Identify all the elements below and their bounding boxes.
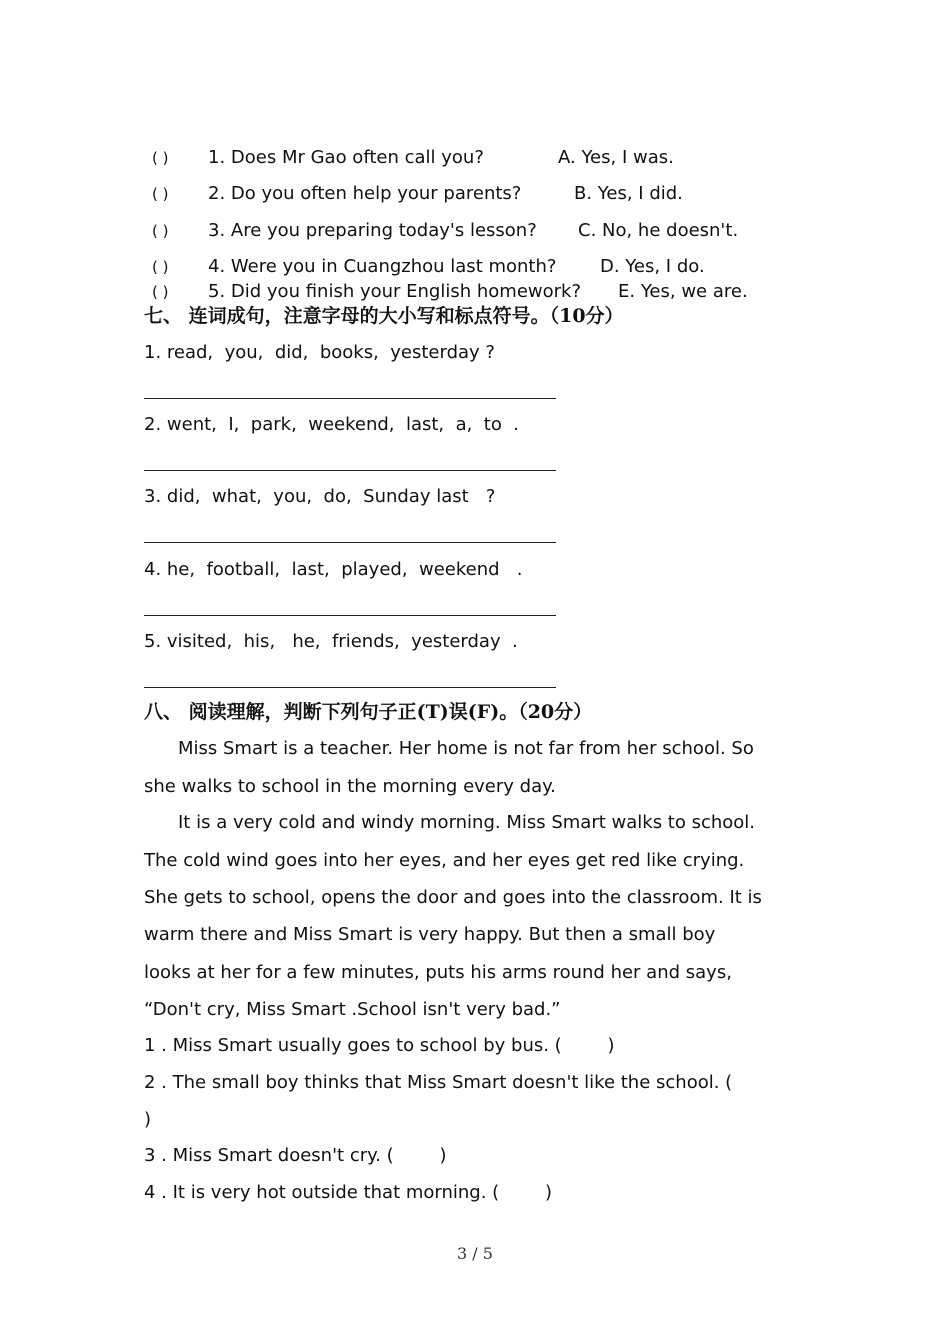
answer-blank: ( ) [152,258,169,276]
answer-line-5 [144,687,556,688]
matching-answer: A. Yes, I was. [558,147,674,168]
matching-question: 4. Were you in Cuangzhou last month? [208,256,557,277]
answer-line-1 [144,398,556,399]
section-8-title: 八、 阅读理解，判断下列句子正(T)误(F)。（20分） [144,701,593,723]
passage-line: “Don't cry, Miss Smart .School isn't very bad.” [144,999,561,1020]
tf-question-1: 1 . Miss Smart usually goes to school by bus. ( ) [144,1035,615,1056]
matching-row-3 [152,219,739,243]
tf-question-2-close: ) [144,1109,152,1130]
tf-question-4: 4 . It is very hot outside that morning. ( ) [144,1182,552,1203]
answer-line-2 [144,470,556,471]
passage-line: Miss Smart is a teacher. Her home is not far from her school. So [178,738,754,759]
answer-blank: ( ) [152,222,169,240]
matching-question: 3. Are you preparing today's lesson? [208,220,537,241]
passage-line: warm there and Miss Smart is very happy. But then a small boy [144,924,716,945]
answer-blank: ( ) [152,185,169,203]
answer-line-4 [144,615,556,616]
page-number: 3 / 5 [457,1244,493,1263]
reorder-item-5: 5. visited, his, he, friends, yesterday . [144,631,518,652]
matching-answer: B. Yes, I did. [574,183,683,204]
matching-question: 2. Do you often help your parents? [208,183,522,204]
section-7-title: 七、 连词成句，注意字母的大小写和标点符号。（10分） [144,305,624,327]
passage-line: It is a very cold and windy morning. Miss Smart walks to school. [178,812,756,833]
matching-row-1 [152,146,674,170]
reorder-item-1: 1. read, you, did, books, yesterday ? [144,342,495,363]
matching-question: 5. Did you finish your English homework? [208,281,582,302]
passage-line: The cold wind goes into her eyes, and her eyes get red like crying. [144,850,745,871]
tf-question-3: 3 . Miss Smart doesn't cry. ( ) [144,1145,447,1166]
reorder-item-3: 3. did, what, you, do, Sunday last ? [144,486,496,507]
matching-answer: C. No, he doesn't. [578,220,739,241]
matching-question: 1. Does Mr Gao often call you? [208,147,484,168]
matching-answer: E. Yes, we are. [618,281,748,302]
matching-answer: D. Yes, I do. [600,256,705,277]
answer-blank: ( ) [152,283,169,301]
matching-row-5 [152,280,748,304]
answer-blank: ( ) [152,149,169,167]
passage-line: looks at her for a few minutes, puts his arms round her and says, [144,962,732,983]
answer-line-3 [144,542,556,543]
matching-row-4 [152,255,705,279]
passage-line: She gets to school, opens the door and goes into the classroom. It is [144,887,762,908]
reorder-item-2: 2. went, I, park, weekend, last, a, to . [144,414,520,435]
passage-line: she walks to school in the morning every day. [144,776,556,797]
tf-question-2: 2 . The small boy thinks that Miss Smart doesn't like the school. ( [144,1072,733,1093]
matching-row-2 [152,182,683,206]
reorder-item-4: 4. he, football, last, played, weekend . [144,559,523,580]
